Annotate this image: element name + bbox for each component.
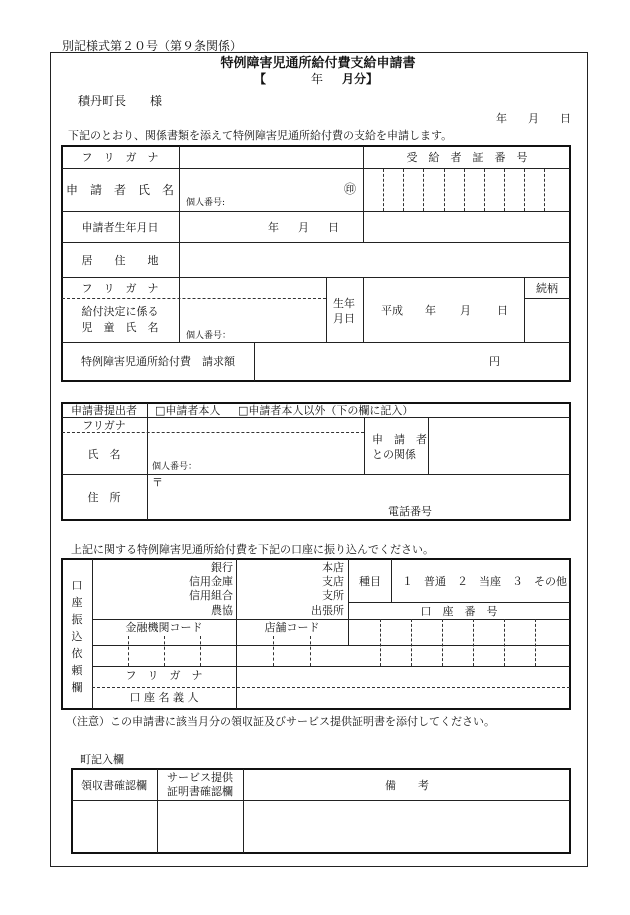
submitter-individual-number-label: 個人番号： [152,462,198,472]
account-kind-label: 種目 [359,575,381,588]
child-dob-year: 年 [425,304,436,317]
child-individual-number-label: 個人番号： [186,331,232,341]
child-dob-label-1: 生年 [333,297,355,310]
submitter-name-label: 氏 名 [87,448,121,461]
town-section-label: 町記入欄 [80,753,124,766]
period-open: 【 [254,72,267,86]
bank-type-nokyo: 農協 [211,604,233,617]
child-name-label-1: 給付決定に係る [81,305,159,318]
branch-type-shiten: 支店 [322,575,344,588]
dob-day: 日 [328,221,339,234]
holder-furigana-label: フ リ ガ ナ [125,669,203,682]
service-check-label-1: サービス提供 [167,771,233,784]
bank-type-kumiai: 信用組合 [189,589,233,602]
account-number-label: 口 座 番 号 [420,605,498,618]
intro-text: 下記のとおり、関係書類を添えて特例障害児通所給付費の支給を申請します。 [68,129,453,142]
receipt-check-label: 領収書確認欄 [81,779,147,792]
submitter-relation-label-2: との関係 [372,448,416,461]
cert-number-label: 受 給 者 証 番 号 [406,151,528,164]
branch-type-shisho: 支所 [322,589,344,602]
individual-number-label: 個人番号: [186,198,226,208]
period-year: 年 [311,72,324,86]
period-month: 月分】 [342,72,379,86]
remarks-label: 備 考 [385,779,429,792]
child-furigana-label: フ リ ガ ナ [81,282,159,295]
submitter-option-self[interactable]: □申請者本人 [155,404,221,417]
submitter-address-label: 住 所 [87,491,121,504]
form-code: 別記様式第２０号（第９条関係） [62,39,243,53]
dob-year: 年 [268,221,279,234]
postal-mark: 〒 [152,476,163,489]
child-dob-day: 日 [497,304,508,317]
date-year: 年 [496,112,507,125]
dob-label: 申請者生年月日 [81,221,159,234]
date-month: 月 [528,112,539,125]
address-label: 居 住 地 [81,254,159,267]
addressee: 積丹町長 様 [78,94,163,108]
child-name-label-2: 児 童 氏 名 [81,321,159,334]
account-kind-options: １ 普通 ２ 当座 ３ その他 [402,575,567,588]
bank-intro: 上記に関する特例障害児通所給付費を下記の口座に振り込んでください。 [71,543,434,556]
date-day: 日 [560,112,571,125]
child-dob-label-2: 月日 [333,312,355,325]
bank-type-bank: 銀行 [211,561,233,574]
submitter-furigana-label: フリガナ [82,419,126,432]
relation-label: 続柄 [536,282,558,295]
service-check-label-2: 証明書確認欄 [167,785,233,798]
child-dob-month: 月 [460,304,471,317]
bank-code-label: 金融機関コード [125,621,203,634]
page-title: 特例障害児通所給付費支給申請書 [220,56,416,71]
branch-type-shucchojo: 出張所 [311,604,344,617]
branch-type-honten: 本店 [322,561,344,574]
submitter-label: 申請書提出者 [71,404,137,417]
branch-code-label: 店舗コード [264,621,320,634]
account-holder-label: 口 座 名 義 人 [129,691,199,704]
child-era: 平成 [381,304,403,317]
claim-amount-label: 特例障害児通所給付費 請求額 [81,355,235,368]
submitter-relation-label-1: 申 請 者 [372,433,427,446]
seal-mark: ㊞ [344,182,357,196]
submitter-table [61,402,571,521]
applicant-name-label: 申 請 者 氏 名 [65,183,175,197]
note-text: （注意）この申請書に該当月分の領収証及びサービス提供証明書を添付してください。 [66,715,495,728]
bank-type-shinkin: 信用金庫 [189,575,233,588]
submitter-option-other[interactable]: □申請者本人以外（下の欄に記入） [238,404,414,417]
yen-unit: 円 [489,355,500,368]
dob-month: 月 [298,221,309,234]
phone-label: 電話番号 [388,505,432,518]
furigana-label: フ リ ガ ナ [81,151,159,164]
